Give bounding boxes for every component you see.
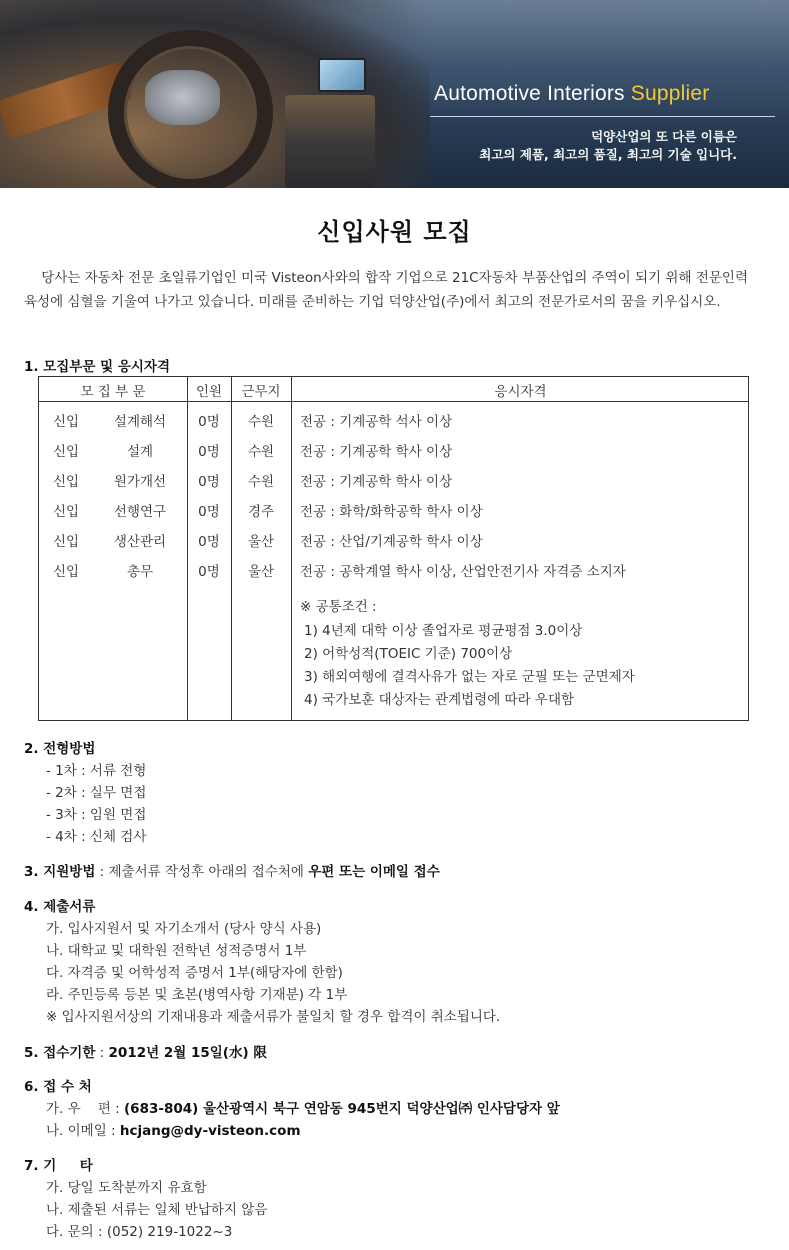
banner-title-accent: Supplier	[630, 82, 710, 105]
row-qualification: 전공 : 화학/화학공학 학사 이상	[300, 504, 483, 520]
common-condition-item: 2) 어학성적(TOEIC 기준) 700이상	[304, 646, 513, 662]
row-location: 울산	[247, 564, 275, 580]
table-col-divider	[291, 377, 292, 720]
row-qualification: 전공 : 기계공학 석사 이상	[300, 414, 453, 430]
row-location: 수원	[247, 444, 275, 460]
document-item: 다. 자격증 및 어학성적 증명서 1부(해당자에 한함)	[46, 965, 343, 981]
table-header-count: 인원	[195, 384, 223, 400]
row-dept: 생산관리	[113, 534, 167, 550]
email-value[interactable]: hcjang@dy-visteon.com	[119, 1123, 301, 1139]
mail-address-line: 가. 우 편 : (683-804) 울산광역시 북구 연암동 945번지 덕양산업㈜ 인사담당자 앞	[46, 1101, 560, 1117]
navigation-screen-graphic	[318, 58, 366, 92]
document-item: 라. 주민등록 등본 및 초본(병역사항 기재분) 각 1부	[46, 987, 348, 1003]
row-dept: 총무	[126, 564, 154, 580]
section3-heading: 3. 지원방법 : 제출서류 작성후 아래의 접수처에 우편 또는 이메일 접수	[24, 864, 440, 880]
other-item: 가. 당일 도착분까지 유효함	[46, 1180, 207, 1196]
selection-step: - 4차 : 신체 검사	[46, 829, 147, 845]
center-console-graphic	[285, 95, 375, 188]
row-count: 0명	[198, 504, 220, 520]
row-location: 수원	[247, 474, 275, 490]
document-item: 나. 대학교 및 대학원 전학년 성적증명서 1부	[46, 943, 307, 959]
contact-item: 다. 문의 : (052) 219-1022~3	[46, 1224, 233, 1240]
row-qualification: 전공 : 공학계열 학사 이상, 산업안전기사 자격증 소지자	[300, 564, 626, 580]
row-location: 수원	[247, 414, 275, 430]
section2-heading: 2. 전형방법	[24, 741, 96, 757]
row-type: 신입	[52, 474, 80, 490]
row-count: 0명	[198, 474, 220, 490]
row-count: 0명	[198, 414, 220, 430]
deadline-value: 2012년 2월 15일(水) 限	[108, 1045, 267, 1061]
row-dept: 설계해석	[113, 414, 167, 430]
section3-emphasis: 우편 또는 이메일 접수	[308, 864, 440, 880]
section5-heading: 5. 접수기한 : 2012년 2월 15일(水) 限	[24, 1045, 267, 1061]
intro-paragraph: 당사는 자동차 전문 초일류기업인 미국 Visteon사와의 합작 기업으로 21C자동차 부품산업의 주역이 되기 위해 전문인력 육성에 심혈을 기울여 나가고 있습니다. 미래를 준비하는 기업 덕양산업(주)에서 최고의 전문가로서의 꿈을 키우십시오.	[24, 270, 748, 310]
row-count: 0명	[198, 564, 220, 580]
section4-heading: 4. 제출서류	[24, 899, 96, 915]
row-type: 신입	[52, 414, 80, 430]
table-header-divider	[39, 401, 748, 402]
row-type: 신입	[52, 444, 80, 460]
table-header-dept: 모 집 부 문	[80, 384, 146, 400]
row-dept: 선행연구	[113, 504, 167, 520]
banner-tagline-line1: 덕양산업의 또 다른 이름은	[591, 129, 737, 144]
section6-heading: 6. 접 수 처	[24, 1079, 92, 1095]
selection-step: - 3차 : 임원 면접	[46, 807, 147, 823]
row-location: 울산	[247, 534, 275, 550]
row-dept: 설계	[126, 444, 154, 460]
row-count: 0명	[198, 534, 220, 550]
row-qualification: 전공 : 기계공학 학사 이상	[300, 444, 453, 460]
common-condition-item: 4) 국가보훈 대상자는 관계법령에 따라 우대함	[304, 692, 575, 708]
row-qualification: 전공 : 기계공학 학사 이상	[300, 474, 453, 490]
mail-address-value: (683-804) 울산광역시 북구 연암동 945번지 덕양산업㈜ 인사담당자 앞	[124, 1101, 560, 1117]
email-line: 나. 이메일 : hcjang@dy-visteon.com	[46, 1123, 301, 1139]
header-banner	[0, 0, 789, 188]
section7-heading: 7. 기 타	[24, 1158, 93, 1174]
common-condition-item: 3) 해외여행에 결격사유가 없는 자로 군필 또는 군면제자	[304, 669, 635, 685]
document-notice: ※ 입사지원서상의 기재내용과 제출서류가 불일치 할 경우 합격이 취소됩니다.	[46, 1009, 501, 1025]
table-header-location: 근무지	[241, 384, 281, 400]
document-item: 가. 입사지원서 및 자기소개서 (당사 양식 사용)	[46, 921, 322, 937]
row-qualification: 전공 : 산업/기계공학 학사 이상	[300, 534, 483, 550]
banner-tagline	[479, 128, 737, 164]
banner-title: Automotive Interiors Supplier	[434, 82, 710, 105]
section1-heading: 1. 모집부문 및 응시자격	[24, 359, 170, 375]
common-condition-item: 1) 4년제 대학 이상 졸업자로 평균평점 3.0이상	[304, 623, 583, 639]
row-count: 0명	[198, 444, 220, 460]
selection-step: - 2차 : 실무 면접	[46, 785, 147, 801]
common-conditions-title: ※ 공통조건 :	[300, 599, 377, 615]
row-type: 신입	[52, 504, 80, 520]
row-location: 경주	[247, 504, 275, 520]
recruitment-table	[38, 376, 749, 721]
page-title: 신입사원 모집	[317, 218, 472, 246]
banner-tagline-line2: 최고의 제품, 최고의 품질, 최고의 기술 입니다.	[479, 147, 737, 162]
other-item: 나. 제출된 서류는 일체 반납하지 않음	[46, 1202, 268, 1218]
row-type: 신입	[52, 564, 80, 580]
section3-text: : 제출서류 작성후 아래의 접수처에	[95, 864, 309, 880]
table-header-qualification: 응시자격	[494, 384, 547, 400]
banner-divider	[430, 116, 775, 117]
steering-hub-graphic	[145, 70, 220, 125]
row-dept: 원가개선	[113, 474, 167, 490]
selection-step: - 1차 : 서류 전형	[46, 763, 147, 779]
row-type: 신입	[52, 534, 80, 550]
